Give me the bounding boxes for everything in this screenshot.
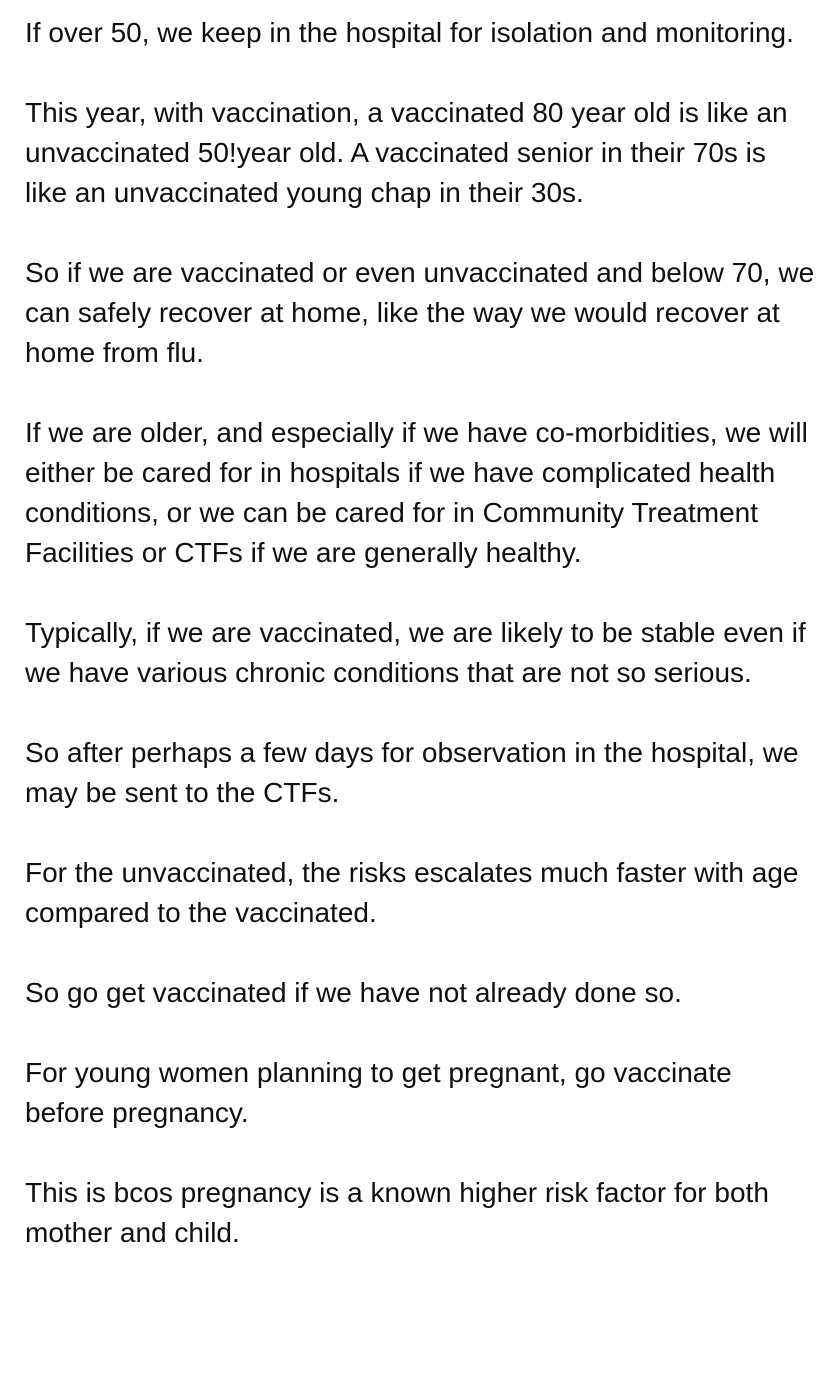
paragraph-10: This is bcos pregnancy is a known higher risk factor for both mother and child.: [25, 1177, 769, 1248]
paragraph-1: If over 50, we keep in the hospital for isolation and monitoring.: [25, 17, 794, 48]
paragraph-3: So if we are vaccinated or even unvaccinated and below 70, we can safely recover at home, like the way we would recover at home from flu.: [25, 257, 815, 368]
paragraph-2: This year, with vaccination, a vaccinated 80 year old is like an unvaccinated 50!year old. A vaccinated senior in their 70s is like an unvaccinated young chap in their 30s.: [25, 97, 788, 208]
paragraph-9: For young women planning to get pregnant, go vaccinate before pregnancy.: [25, 1057, 732, 1128]
paragraph-7: For the unvaccinated, the risks escalates much faster with age compared to the vaccinated.: [25, 857, 799, 928]
paragraph-4: If we are older, and especially if we have co-morbidities, we will either be cared for in hospitals if we have complicated health conditions, or we can be cared for in Community Treatment Facilities or CTFs if we are generally healthy.: [25, 417, 808, 568]
paragraph-6: So after perhaps a few days for observation in the hospital, we may be sent to the CTFs.: [25, 737, 799, 808]
post-body: [25, 13, 815, 1253]
paragraph-5: Typically, if we are vaccinated, we are likely to be stable even if we have various chronic conditions that are not so serious.: [25, 617, 806, 688]
paragraph-8: So go get vaccinated if we have not already done so.: [25, 977, 682, 1008]
